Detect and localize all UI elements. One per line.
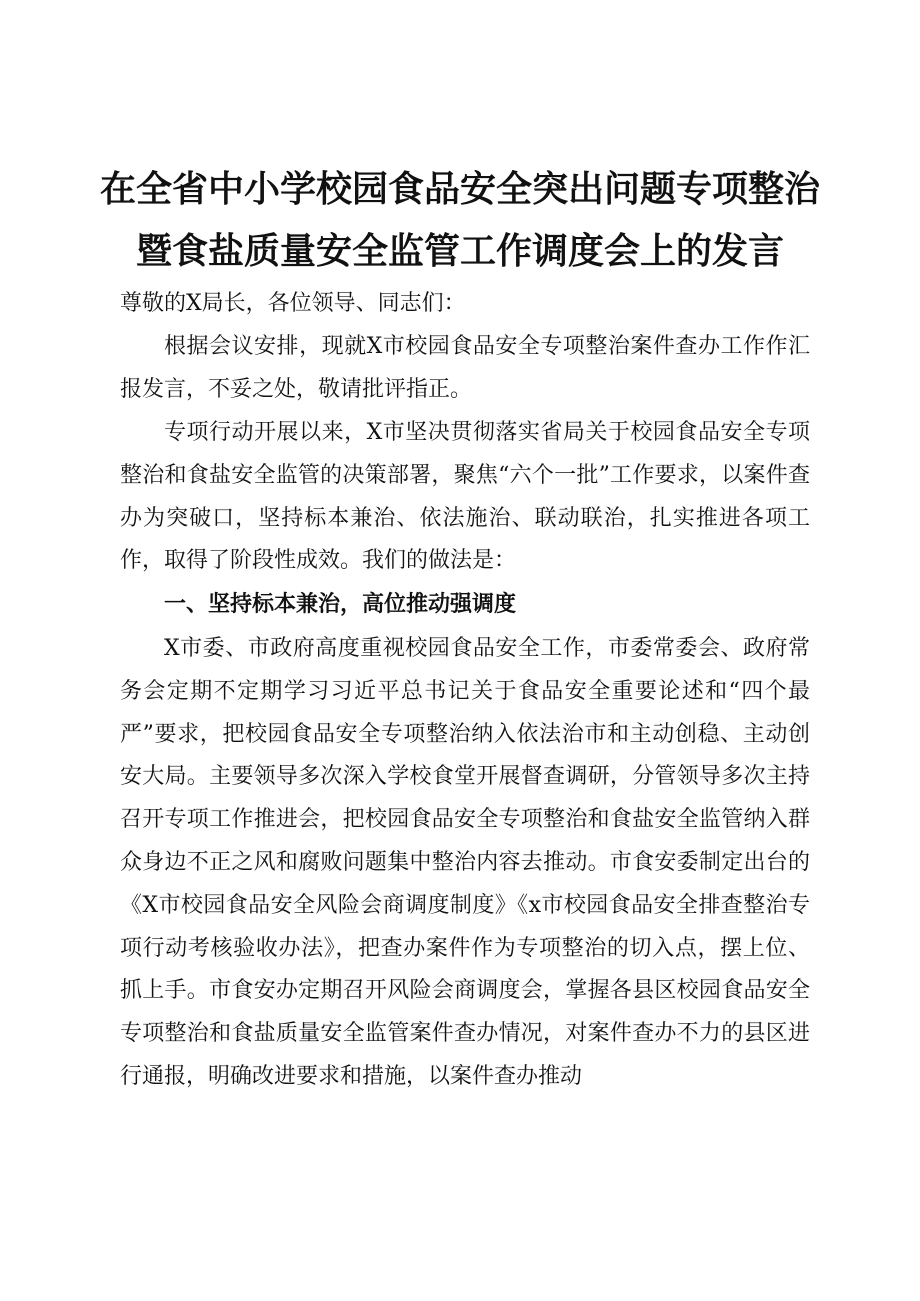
section-heading-1: 一、坚持标本兼治，高位推动强调度 (164, 592, 517, 617)
paragraph-overview: 专项行动开展以来，X市坚决贯彻落实省局关于校园食品安全专项整治和食盐安全监管的决策部署，聚焦“六个一批”工作要求，以案件查办为突破口，坚持标本兼治、依法施治、联动联治，扎实推进各项工作，取得了阶段性成效。我们的做法是： (120, 420, 810, 574)
paragraph-intro: 根据会议安排，现就X市校园食品安全专项整治案件查办工作作汇报发言，不妥之处，敬请批评指正。 (120, 334, 810, 402)
section-1-paragraph: X市委、市政府高度重视校园食品安全工作，市委常委会、政府常务会定期不定期学习习近平总书记关于食品安全重要论述和“四个最严”要求，把校园食品安全专项整治纳入依法治市和主动创稳、主动创安大局。主要领导多次深入学校食堂开展督查调研，分管领导多次主持召开专项工作推进会，把校园食品安全专项整治和食盐安全监管纳入群众身边不正之风和腐败问题集中整治内容去推动。市食安委制定出台的《X市校园食品安全风险会商调度制度》《x市校园食品安全排查整治专项行动考核验收办法》，把查办案件作为专项整治的切入点，摆上位、抓上手。市食安办定期召开风险会商调度会，掌握各县区校园食品安全专项整治和食盐质量安全监管案件查办情况，对案件查办不力的县区进行通报，明确改进要求和措施，以案件查办推动 (120, 636, 810, 1089)
document-title-line-2: 暨食盐质量安全监管工作调度会上的发言 (135, 231, 784, 272)
salutation: 尊敬的X局长，各位领导、同志们： (120, 291, 466, 316)
document-title-line-1: 在全省中小学校园食品安全突出问题专项整治 (99, 169, 820, 210)
